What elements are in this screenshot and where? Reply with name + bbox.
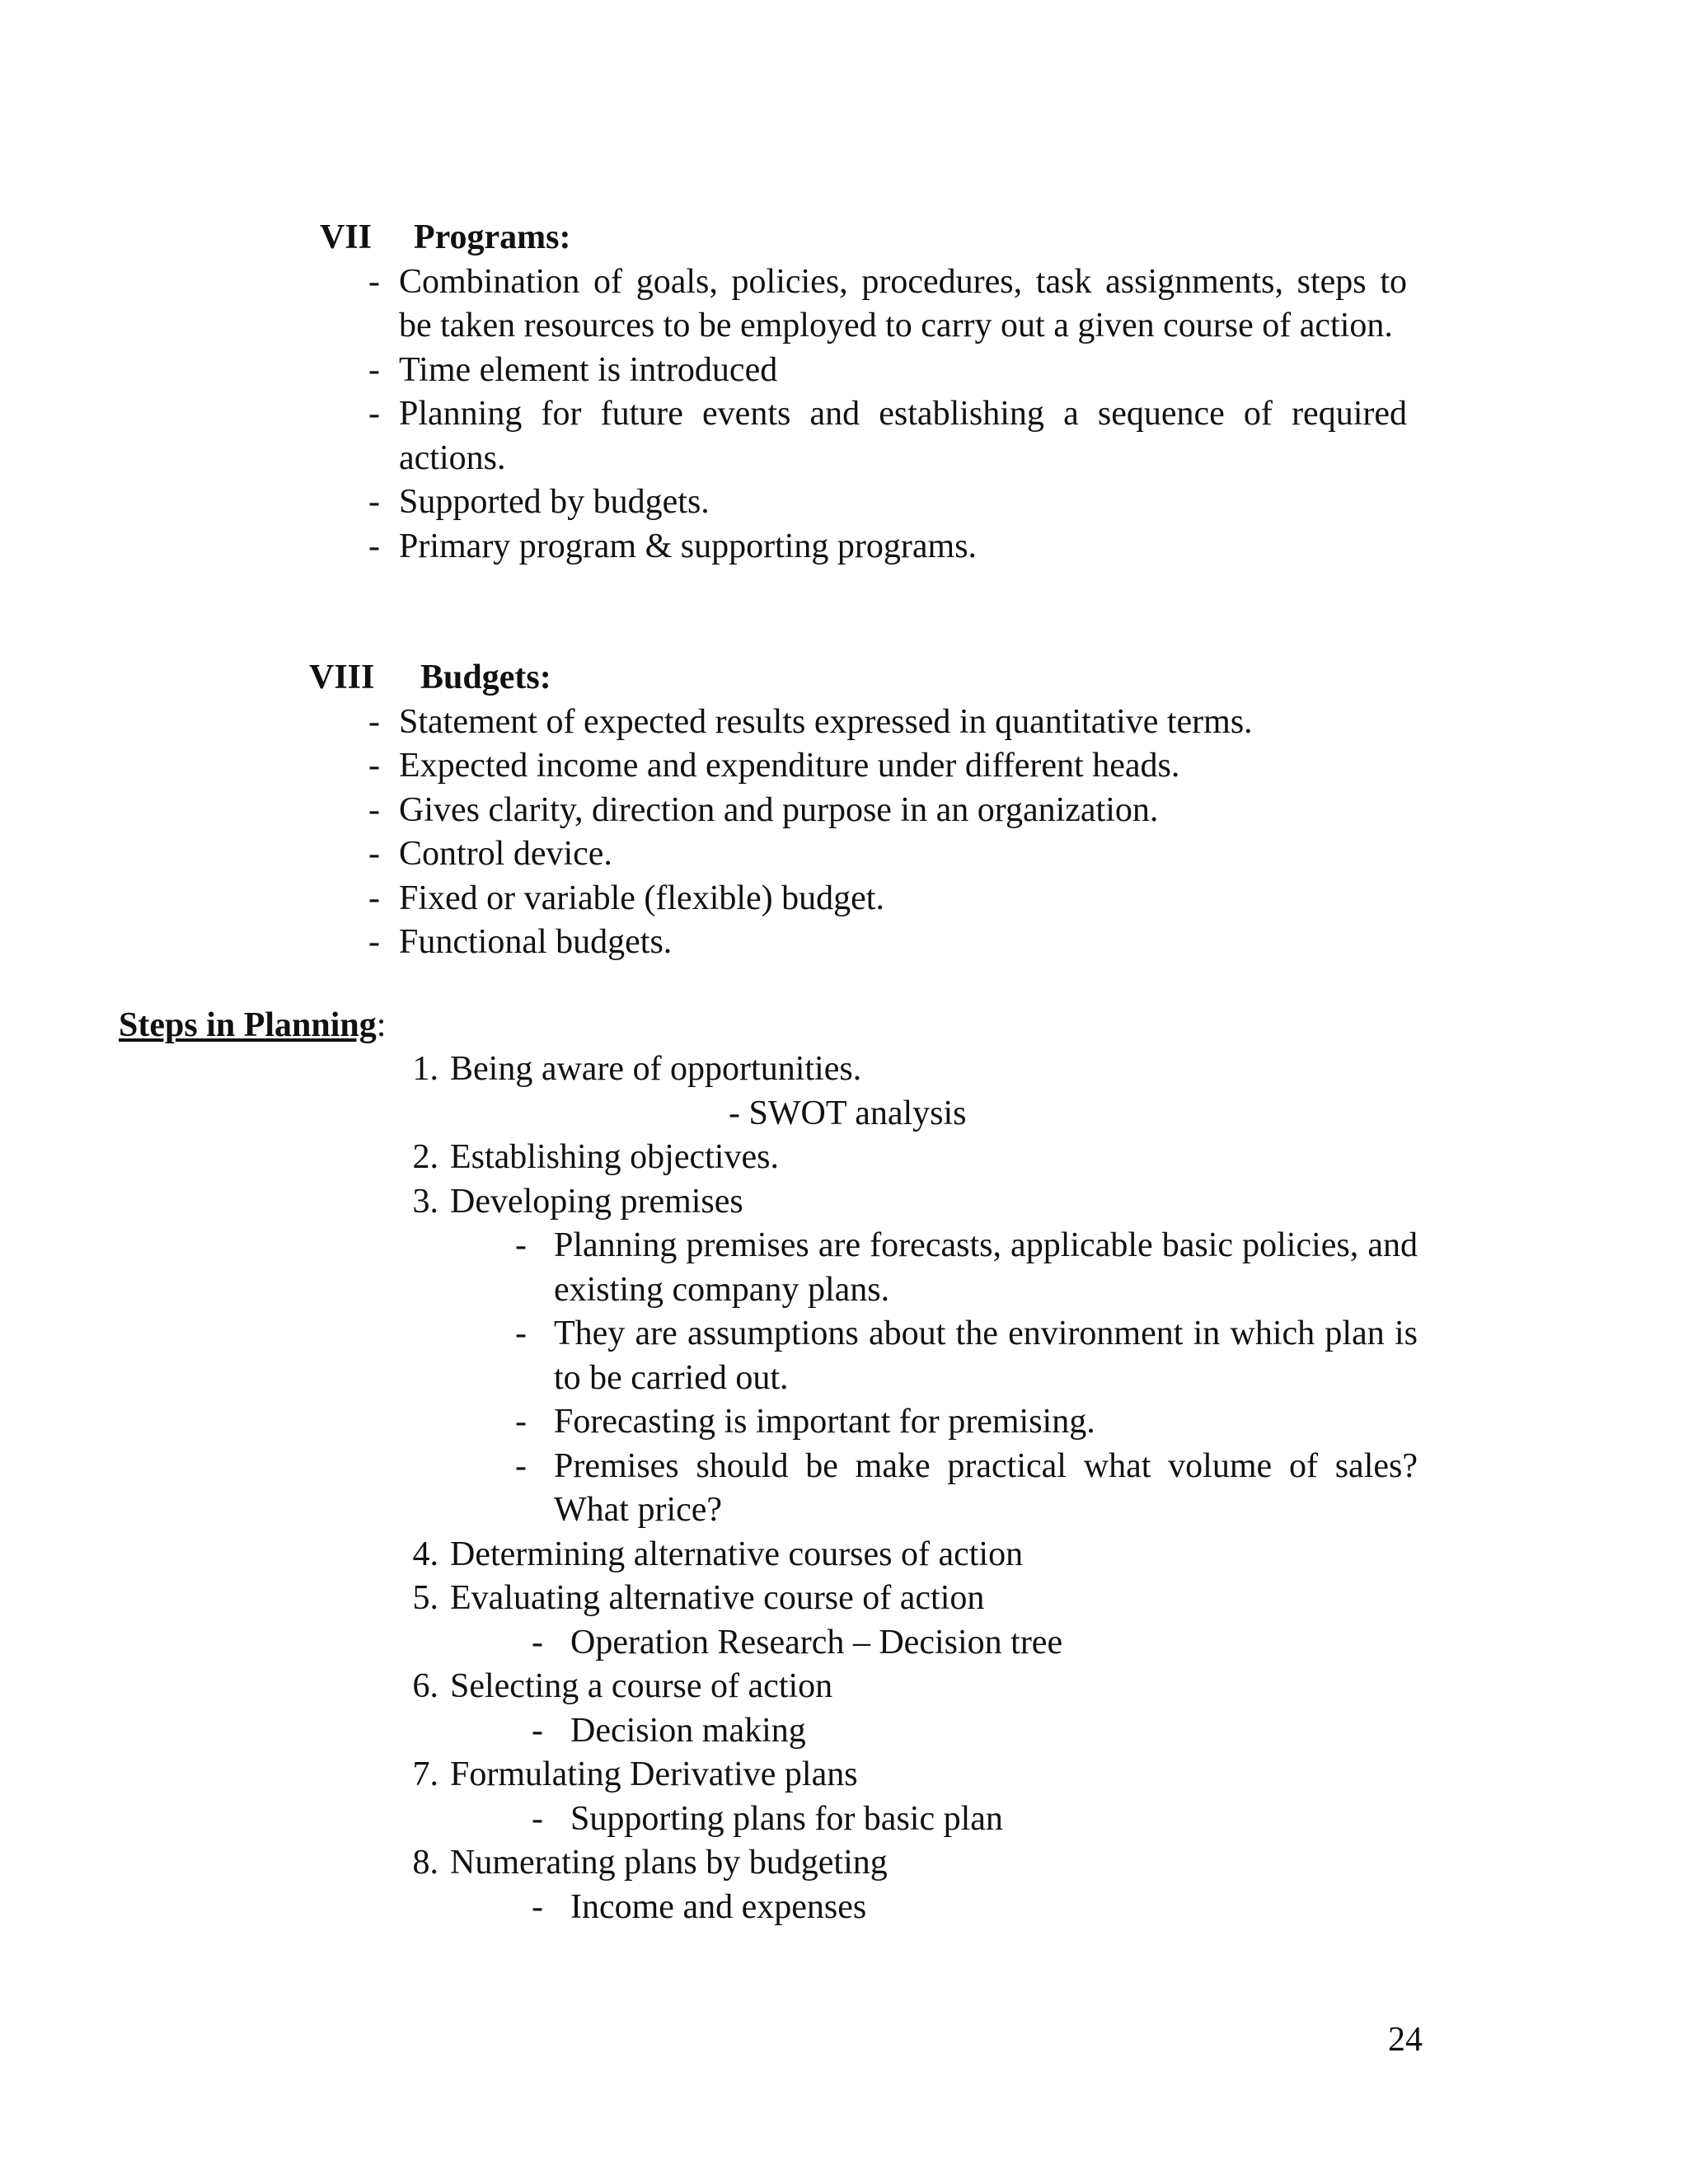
- list-item-text: Statement of expected results expressed in quantitative terms.: [399, 702, 1253, 741]
- step-text: Determining alternative courses of action: [450, 1535, 1024, 1573]
- dash-bullet: -: [532, 1711, 543, 1750]
- steps-title-colon: :: [376, 1006, 387, 1044]
- step-number: 8.: [412, 1844, 438, 1882]
- steps-list: [391, 1047, 1418, 1929]
- step-number: 2.: [412, 1138, 438, 1176]
- step-item: [391, 1753, 1418, 1797]
- programs-roman-numeral: VII: [320, 218, 373, 256]
- list-item: [349, 921, 1407, 965]
- list-item-text: Expected income and expenditure under different heads.: [399, 747, 1180, 785]
- step-item: [391, 1180, 1418, 1225]
- list-item: [349, 832, 1407, 877]
- dash-bullet: -: [532, 1799, 543, 1838]
- step-text: Formulating Derivative plans: [450, 1755, 858, 1793]
- programs-section: [320, 216, 1407, 569]
- step-number: 4.: [412, 1535, 438, 1573]
- dash-bullet: -: [368, 835, 380, 873]
- sub-item: [504, 1621, 1418, 1666]
- list-item: [349, 260, 1407, 349]
- step-sublist: [488, 1224, 1418, 1533]
- dash-bullet: -: [368, 262, 380, 301]
- list-item-text: Time element is introduced: [399, 350, 778, 389]
- sub-item-text: Planning premises are forecasts, applicable basic policies, and existing company plans.: [554, 1226, 1418, 1309]
- step-item: [391, 1841, 1418, 1886]
- step-number: 7.: [412, 1755, 438, 1793]
- step-number: 3.: [412, 1182, 438, 1221]
- list-item-text: Control device.: [399, 835, 612, 873]
- list-item: [349, 480, 1407, 525]
- steps-title: Steps in Planning: [119, 1006, 377, 1044]
- list-item-text: Planning for future events and establishing a sequence of required actions.: [399, 395, 1407, 477]
- list-item-text: Functional budgets.: [399, 923, 673, 961]
- step-text: Numerating plans by budgeting: [450, 1844, 888, 1882]
- sub-item: [504, 1709, 1418, 1754]
- sub-item: [488, 1400, 1418, 1445]
- sub-item: [504, 1886, 1418, 1930]
- step-text: Developing premises: [450, 1182, 743, 1221]
- step-item: [391, 1136, 1418, 1180]
- dash-bullet: -: [368, 923, 380, 961]
- sub-item-text: Operation Research – Decision tree: [570, 1623, 1063, 1661]
- budgets-roman-numeral: VIII: [309, 658, 375, 696]
- dash-bullet: -: [515, 1315, 527, 1352]
- dash-bullet: -: [515, 1403, 527, 1441]
- steps-heading: [119, 1004, 386, 1048]
- step-number: 5.: [412, 1579, 438, 1617]
- step-note: - SWOT analysis: [729, 1094, 967, 1132]
- dash-bullet: -: [515, 1446, 527, 1485]
- budgets-list: [349, 701, 1407, 965]
- dash-bullet: -: [368, 527, 380, 565]
- step-text: Selecting a course of action: [450, 1667, 833, 1705]
- step-item: [391, 1047, 1418, 1092]
- step-text: Establishing objectives.: [450, 1138, 779, 1176]
- sub-item: [504, 1797, 1418, 1842]
- list-item: [349, 525, 1407, 569]
- sub-item-text: Decision making: [570, 1711, 806, 1750]
- list-item-text: Gives clarity, direction and purpose in an organization.: [399, 790, 1159, 829]
- sub-item-text: They are assumptions about the environment in which plan is to be carried out.: [554, 1315, 1418, 1397]
- dash-bullet: -: [515, 1226, 527, 1264]
- programs-list: [349, 260, 1407, 569]
- budgets-title: Budgets:: [420, 658, 551, 696]
- list-item: [349, 877, 1407, 921]
- budgets-heading: [309, 656, 1407, 701]
- step-number: 1.: [412, 1050, 438, 1088]
- dash-bullet: -: [532, 1623, 543, 1661]
- list-item: [349, 392, 1407, 480]
- dash-bullet: -: [532, 1887, 543, 1926]
- list-item-text: Combination of goals, policies, procedures, task assignments, steps to be taken resources to be employed to carry out a given course of action.: [399, 262, 1407, 344]
- dash-bullet: -: [368, 702, 380, 741]
- dash-bullet: -: [368, 395, 380, 433]
- list-item: [349, 701, 1407, 745]
- sub-item-text: Premises should be make practical what volume of sales? What price?: [554, 1446, 1418, 1529]
- list-item-text: Primary program & supporting programs.: [399, 527, 978, 565]
- programs-title: Programs:: [414, 218, 571, 256]
- list-item: [349, 744, 1407, 789]
- sub-item: [488, 1445, 1418, 1533]
- list-item: [349, 789, 1407, 833]
- dash-bullet: -: [368, 747, 380, 785]
- list-item: [349, 349, 1407, 393]
- programs-heading: [320, 216, 1407, 260]
- dash-bullet: -: [368, 350, 380, 389]
- budgets-section: [309, 656, 1407, 965]
- step-item: [391, 1665, 1418, 1709]
- step-number: 6.: [412, 1667, 438, 1705]
- sub-item-text: Income and expenses: [570, 1887, 867, 1926]
- step-text: Evaluating alternative course of action: [450, 1579, 985, 1617]
- step-item: [391, 1533, 1418, 1577]
- step-item: [391, 1577, 1418, 1621]
- list-item-text: Fixed or variable (flexible) budget.: [399, 879, 884, 917]
- list-item-text: Supported by budgets.: [399, 483, 710, 521]
- dash-bullet: -: [368, 790, 380, 829]
- dash-bullet: -: [368, 879, 380, 917]
- step-text: Being aware of opportunities.: [450, 1050, 862, 1088]
- sub-item: [488, 1224, 1418, 1312]
- dash-bullet: -: [368, 483, 380, 521]
- sub-item: [488, 1312, 1418, 1400]
- sub-item-text: Forecasting is important for premising.: [554, 1403, 1095, 1441]
- sub-item-text: Supporting plans for basic plan: [570, 1799, 1003, 1838]
- page-number: 24: [1388, 2021, 1423, 2059]
